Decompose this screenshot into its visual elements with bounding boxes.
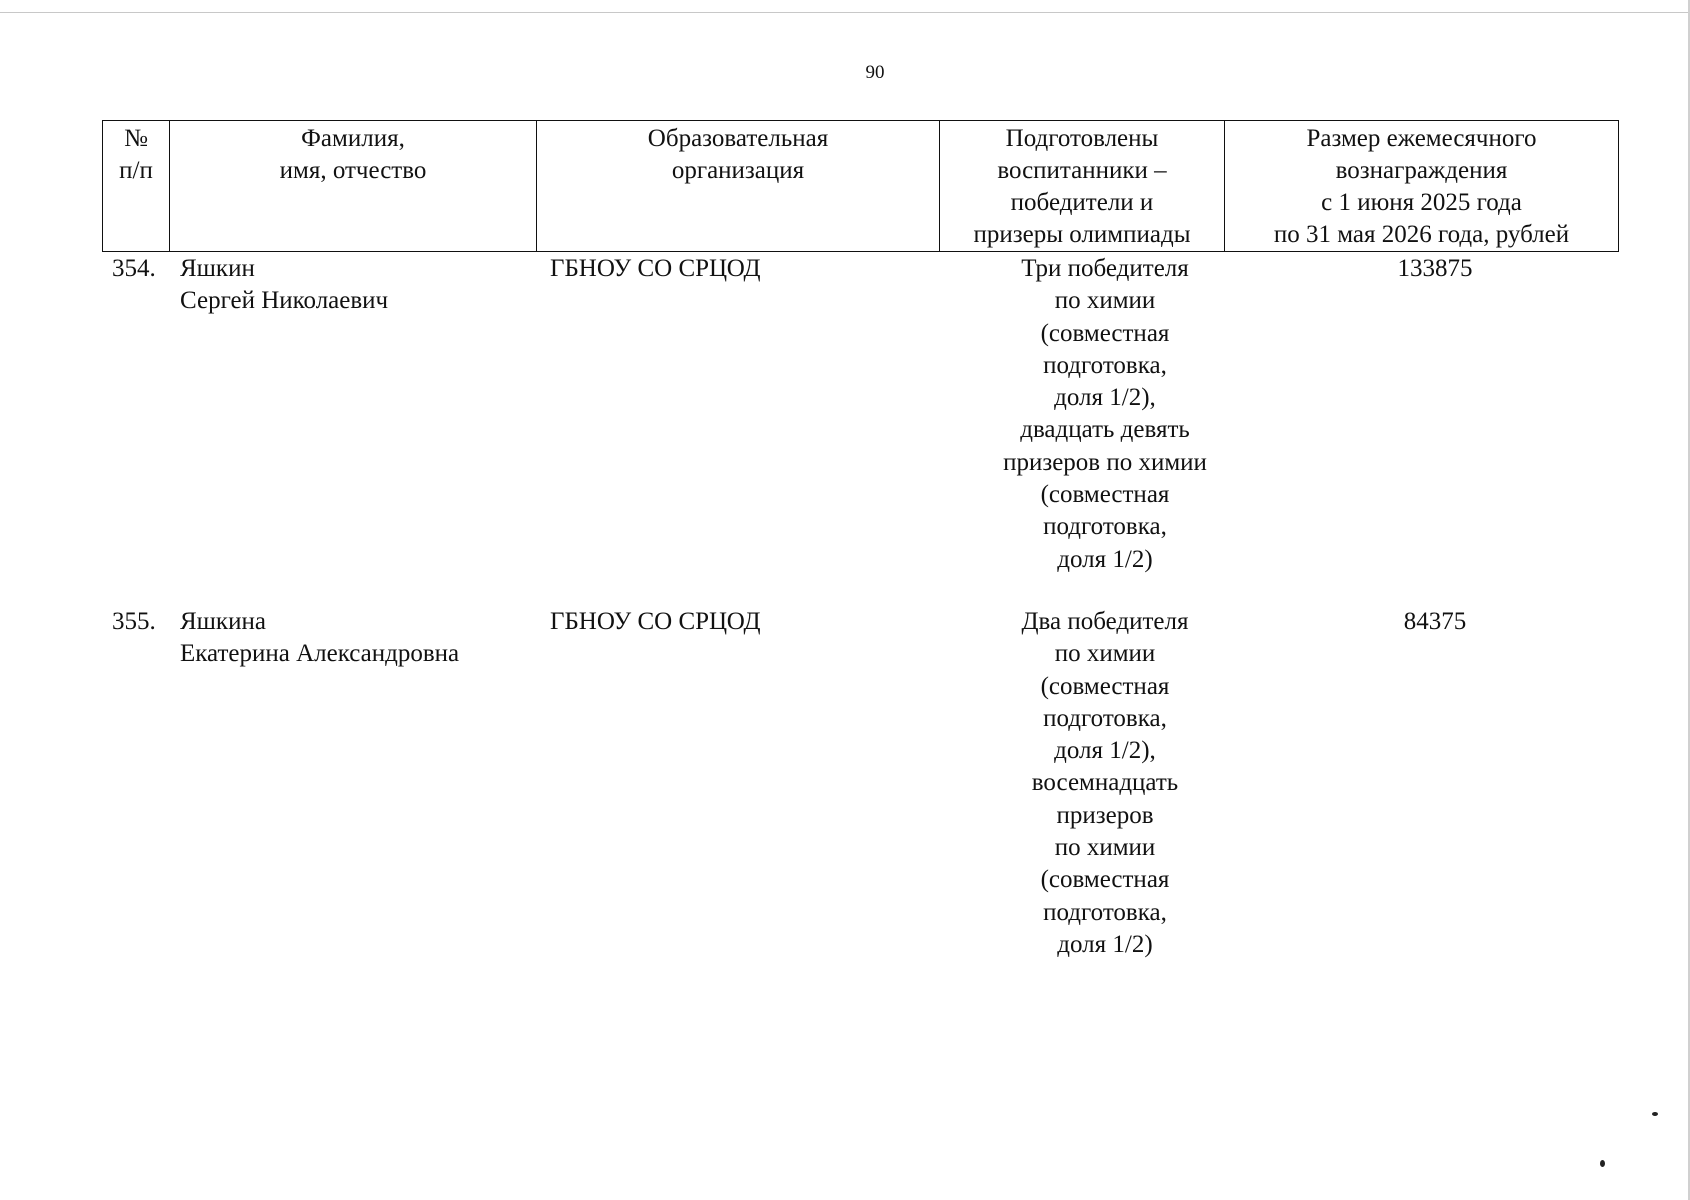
row-organization: ГБНОУ СО СРЦОД — [550, 255, 761, 282]
scan-speck — [1600, 1160, 1605, 1167]
row-prepared-students: Три победителя по химии (совместная подготовка, доля 1/2), двадцать девять призеров по химии (совместная подготовка, доля 1/2) — [1003, 255, 1207, 573]
page-number: 90 — [865, 62, 885, 83]
scan-border-line — [0, 12, 1690, 13]
header-prepared-students: Подготовлены воспитанники – победители и призеры олимпиады — [940, 121, 1225, 252]
table-header — [102, 120, 1619, 252]
row-prepared-students: Два победителя по химии (совместная подготовка, доля 1/2), восемнадцать призеров по химии (совместная подготовка, доля 1/2) — [1021, 608, 1189, 958]
row-full-name: Яшкин Сергей Николаевич — [180, 255, 389, 315]
row-number: 354. — [112, 255, 156, 282]
header-full-name: Фамилия, имя, отчество — [170, 121, 537, 252]
row-monthly-reward: 84375 — [1403, 608, 1467, 635]
header-organization: Образовательная организация — [537, 121, 940, 252]
row-full-name: Яшкина Екатерина Александровна — [180, 608, 460, 668]
header-monthly-reward: Размер ежемесячного вознаграждения с 1 июня 2025 года по 31 мая 2026 года, рублей — [1225, 121, 1619, 252]
row-organization: ГБНОУ СО СРЦОД — [550, 608, 761, 635]
row-number: 355. — [112, 608, 156, 635]
header-number: № п/п — [103, 121, 170, 252]
row-monthly-reward: 133875 — [1397, 255, 1473, 282]
scan-speck — [1652, 1112, 1658, 1116]
